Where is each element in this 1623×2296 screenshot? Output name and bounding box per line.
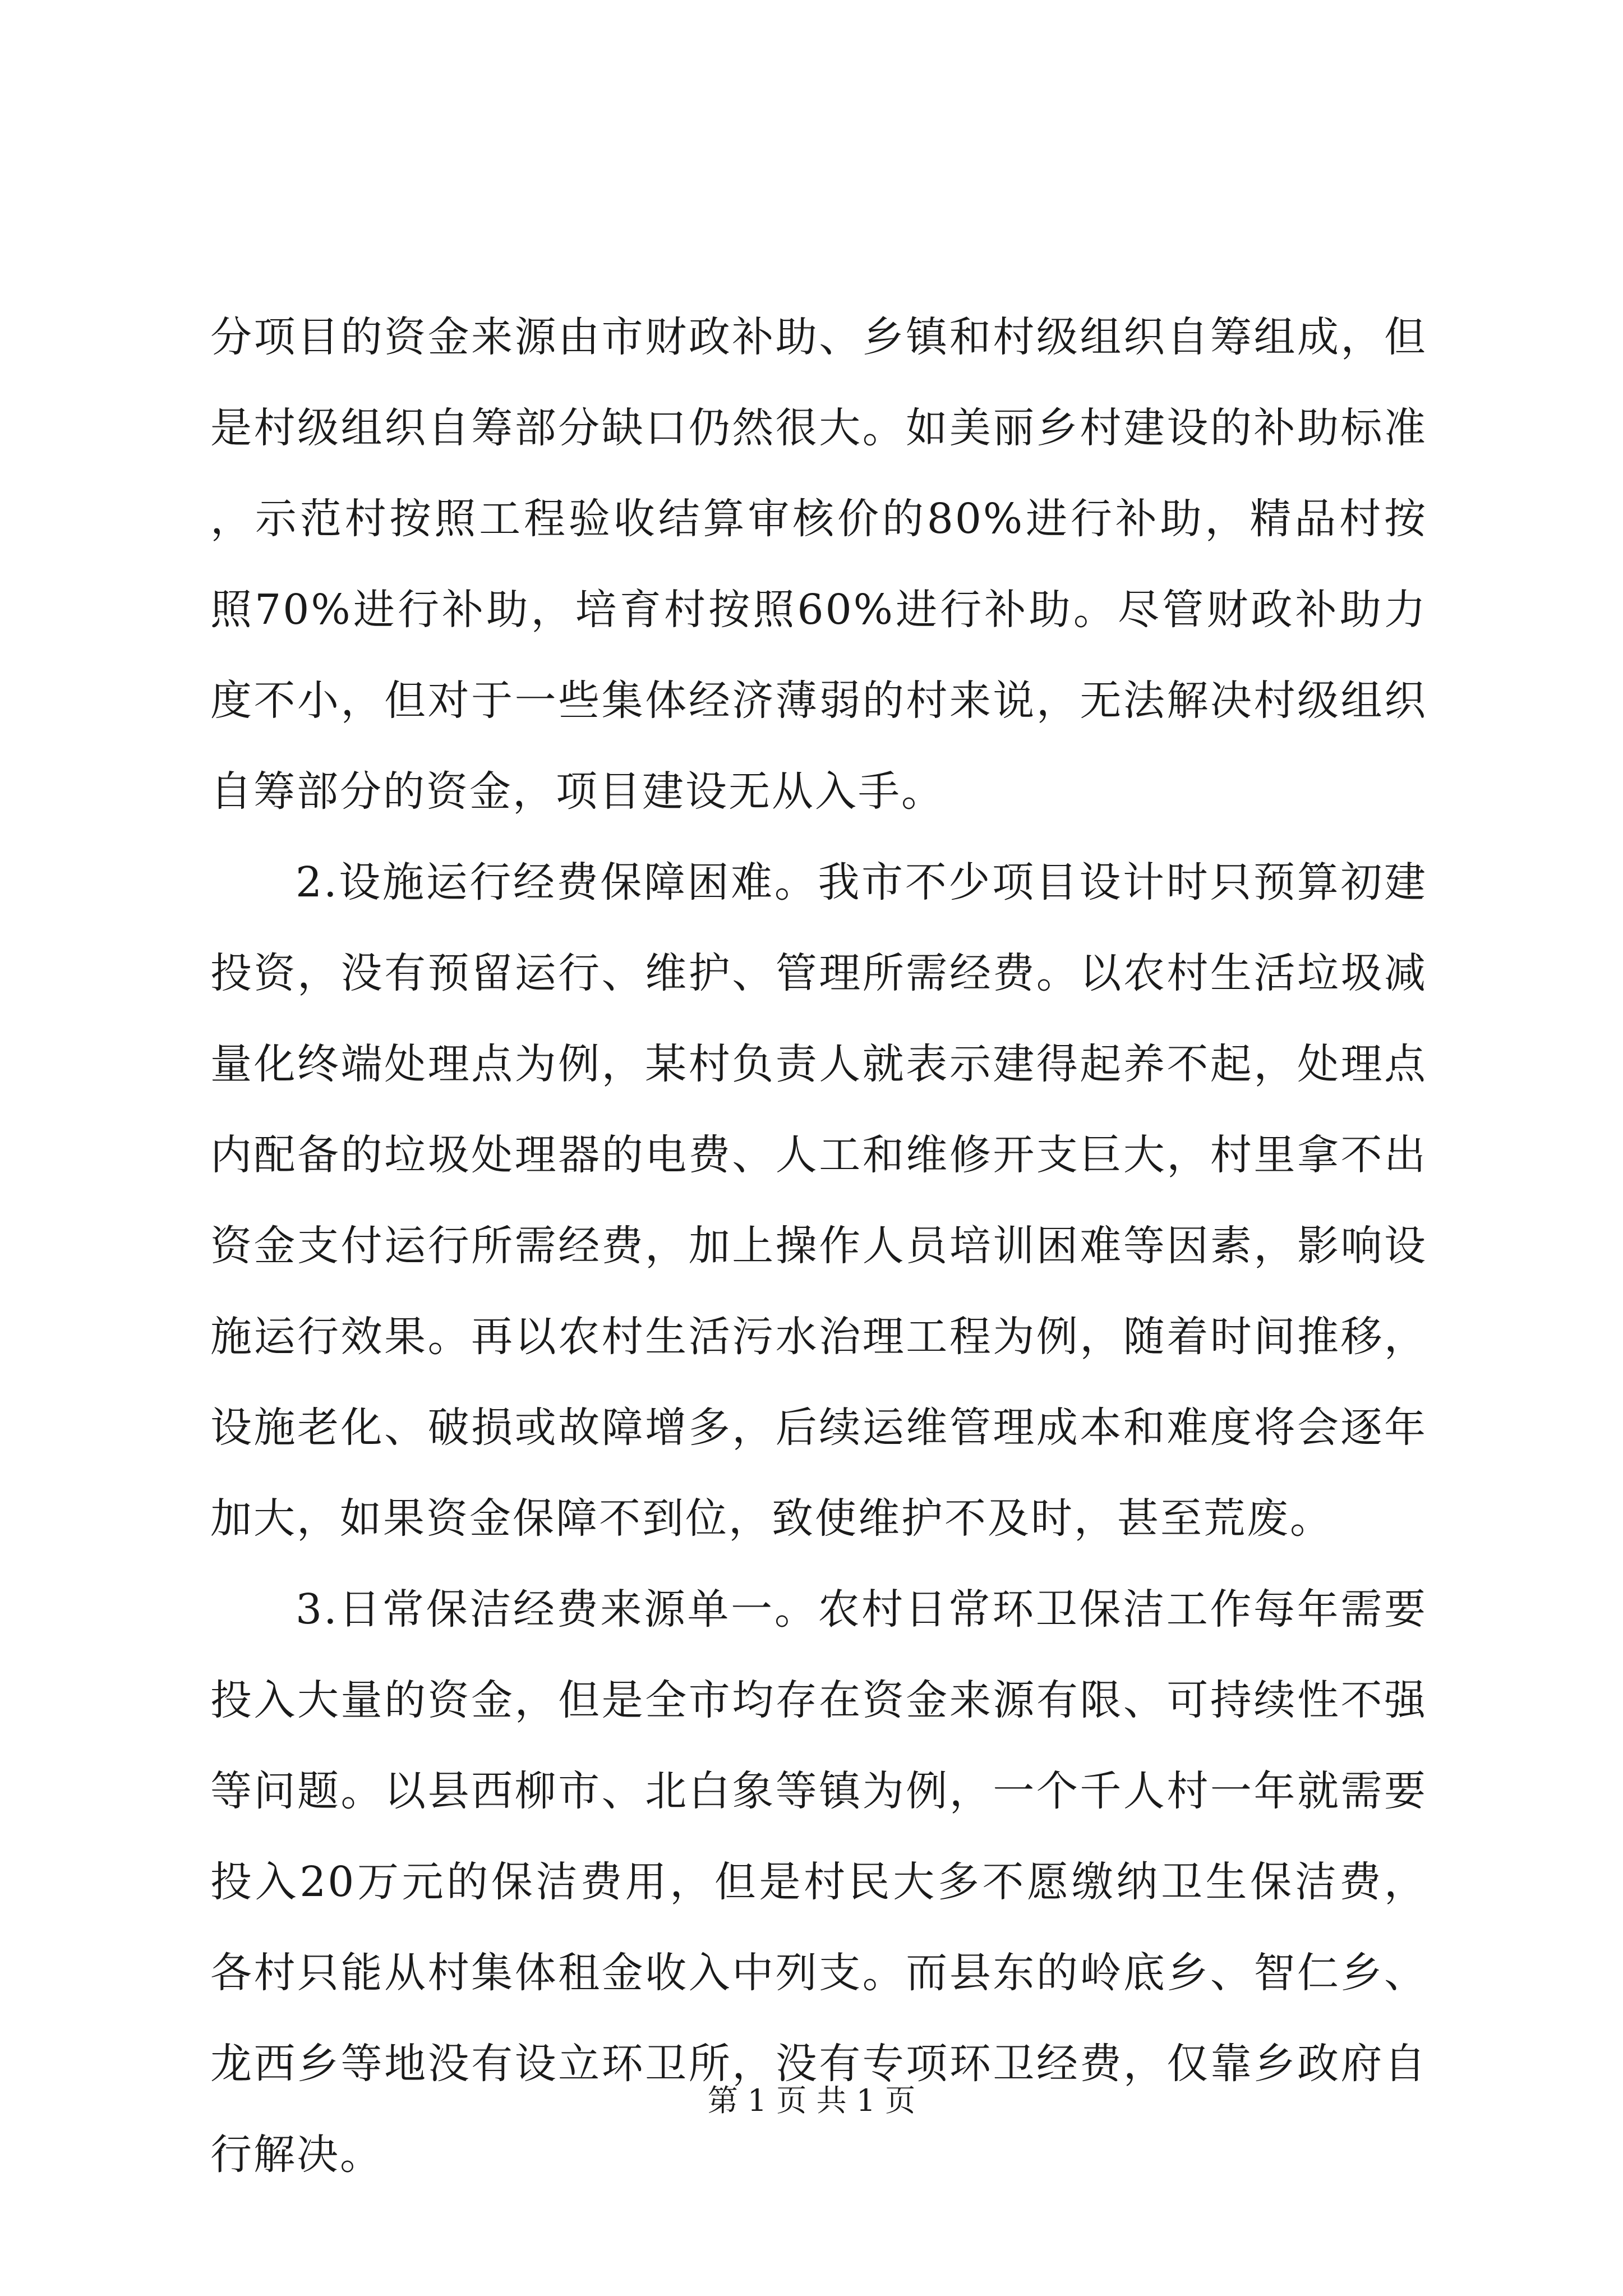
paragraph-item-3: 3.日常保洁经费来源单一。农村日常环卫保洁工作每年需要投入大量的资金，但是全市均存在资金来源有限、可持续性不强等问题。以县西柳市、北白象等镇为例，一个千人村一年就需要投入20万元的保洁费用，但是村民大多不愿缴纳卫生保洁费，各村只能从村集体租金收入中列支。而县东的岭底乡、智仁乡、龙西乡等地没有设立环卫所，没有专项环卫经费，仅靠乡政府自行解决。 bbox=[210, 1585, 1427, 2179]
paragraph-item-2: 2.设施运行经费保障困难。我市不少项目设计时只预算初建投资，没有预留运行、维护、管理所需经费。以农村生活垃圾减量化终端处理点为例，某村负责人就表示建得起养不起，处理点内配备的垃圾处理器的电费、人工和维修开支巨大，村里拿不出资金支付运行所需经费，加上操作人员培训困难等因素，影响设施运行效果。再以农村生活污水治理工程为例，随着时间推移，设施老化、破损或故障增多，后续运维管理成本和难度将会逐年加大，如果资金保障不到位，致使维护不及时，甚至荒废。 bbox=[210, 858, 1427, 1543]
page-number: 第 1 页 共 1 页 bbox=[707, 2083, 916, 2118]
document-body bbox=[210, 292, 1427, 2200]
page-footer bbox=[0, 2081, 1623, 2120]
paragraph-continuation: 分项目的资金来源由市财政补助、乡镇和村级组织自筹组成，但是村级组织自筹部分缺口仍然很大。如美丽乡村建设的补助标准，示范村按照工程验收结算审核价的80%进行补助，精品村按照70%进行补助，培育村按照60%进行补助。尽管财政补助力度不小，但对于一些集体经济薄弱的村来说，无法解决村级组织自筹部分的资金，项目建设无从入手。 bbox=[210, 313, 1427, 816]
